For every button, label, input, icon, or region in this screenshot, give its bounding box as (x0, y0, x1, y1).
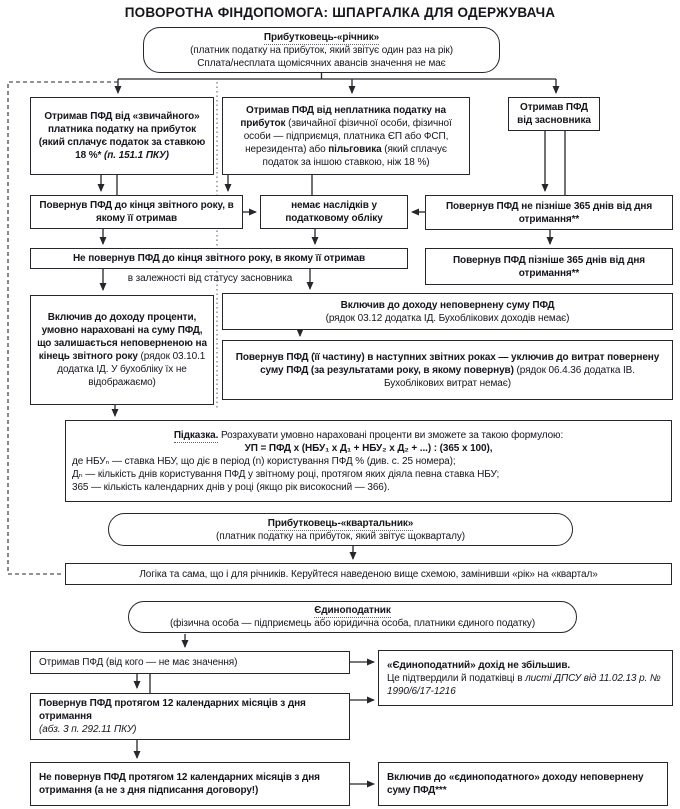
node-income-not-increased: «Єдиноподатний» дохід не збільшив. Це підтвердили й податківці в листі ДПСУ від 11.02.13 р. № 1990/6/17-1216 (378, 650, 673, 706)
node-received-from-ordinary-payer: Отримав ПФД від «звичайного» платника податку на прибуток (який сплачує податок за ставкою 18 %* (п. 151.1 ПКУ) (30, 97, 214, 175)
node-returned-in-future-years: Повернув ПФД (її частину) в наступних звітних роках — уключив до витрат повернену суму ПФД (за результатами року, в якому повернув) (рядок 06.4.36 додатка ІВ. Бухоблікових витрат немає) (222, 340, 673, 400)
node-included-conditional-interest: Включив до доходу проценти, умовно нараховані на суму ПФД, що залишається неповерненою на кінець звітного року (рядок 03.10.1 додатка ІД. У бухобліку їх не відображаємо) (30, 295, 214, 405)
node-included-single-tax-income: Включив до «єдиноподатного» доходу неповернену суму ПФД*** (378, 762, 668, 806)
node-hint-formula: Підказка. Розрахувати умовно нараховані проценти ви зможете за такою формулою: УП = ПФД х (НБУ₁ х Д₁ + НБУ₂ х Д₂ + ...) : (365 х 100), де НБУₙ — ставка НБУ, що діє в період (n) користування ПФД % (див. с. 25 номера); Дₙ — кількість днів користування ПФД у звітному році, протягом яких діяла певна ставка НБУ; 365 — кількість календарних днів у році (якщо рік високосний — 366). (65, 420, 672, 502)
node-not-returned-by-year-end: Не повернув ПФД до кінця звітного року, в якому її отримав (30, 248, 408, 269)
node-profit-payer-quarterly: Прибутковець-«квартальник» (платник податку на прибуток, який звітує щокварталу) (108, 513, 573, 546)
node-profit-payer-annual: Прибутковець-«річник» (платник податку на прибуток, який звітує один раз на рік) Сплата/несплата щомісячних авансів значення не має (143, 27, 500, 73)
node-returned-after-365-days: Повернув ПФД пізніше 365 днів від дня отримання** (425, 248, 673, 285)
node-included-unreturned-amount: Включив до доходу неповернену суму ПФД (рядок 03.12 додатка ІД. Бухоблікових доходів немає) (222, 293, 673, 330)
node-single-tax-payer: Єдиноподатник (фізична особа — підприємець або юридична особа, платники єдиного податку) (128, 601, 577, 633)
node-no-tax-consequences: немає наслідків у податковому обліку (260, 195, 408, 229)
page-title: ПОВОРОТНА ФІНДОПОМОГА: ШПАРГАЛКА ДЛЯ ОДЕРЖУВАЧА (124, 5, 556, 20)
node-returned-by-year-end: Повернув ПФД до кінця звітного року, в якому її отримав (30, 195, 243, 229)
node-returned-within-12-months: Повернув ПФД протягом 12 календарних місяців з дня отримання (абз. 3 п. 292.11 ПКУ) (30, 693, 350, 740)
node-not-returned-within-12-months: Не повернув ПФД протягом 12 календарних місяців з дня отримання (а не з дня підписання договору!) (30, 762, 350, 806)
node-received-pfd-any-source: Отримав ПФД (від кого — не має значення) (30, 651, 350, 674)
node-same-logic-quarterly: Логіка та сама, що і для річників. Керуйтеся наведеною вище схемою, замінивши «рік» на «квартал» (65, 563, 672, 585)
node-received-from-founder: Отримав ПФД від засновника (508, 97, 600, 131)
node-returned-within-365-days: Повернув ПФД не пізніше 365 днів від дня отримання** (425, 195, 673, 230)
label-depends-on-founder-status: в залежності від статусу засновника (127, 272, 293, 284)
node-received-from-nonpayer: Отримав ПФД від неплатника податку на прибуток (звичайної фізичної особи, фізичної особи — підприємця, платника ЄП або ФСП, нерезидента) або пільговика (який сплачує податок за іншою ставкою, ніж 18 %) (222, 97, 470, 175)
